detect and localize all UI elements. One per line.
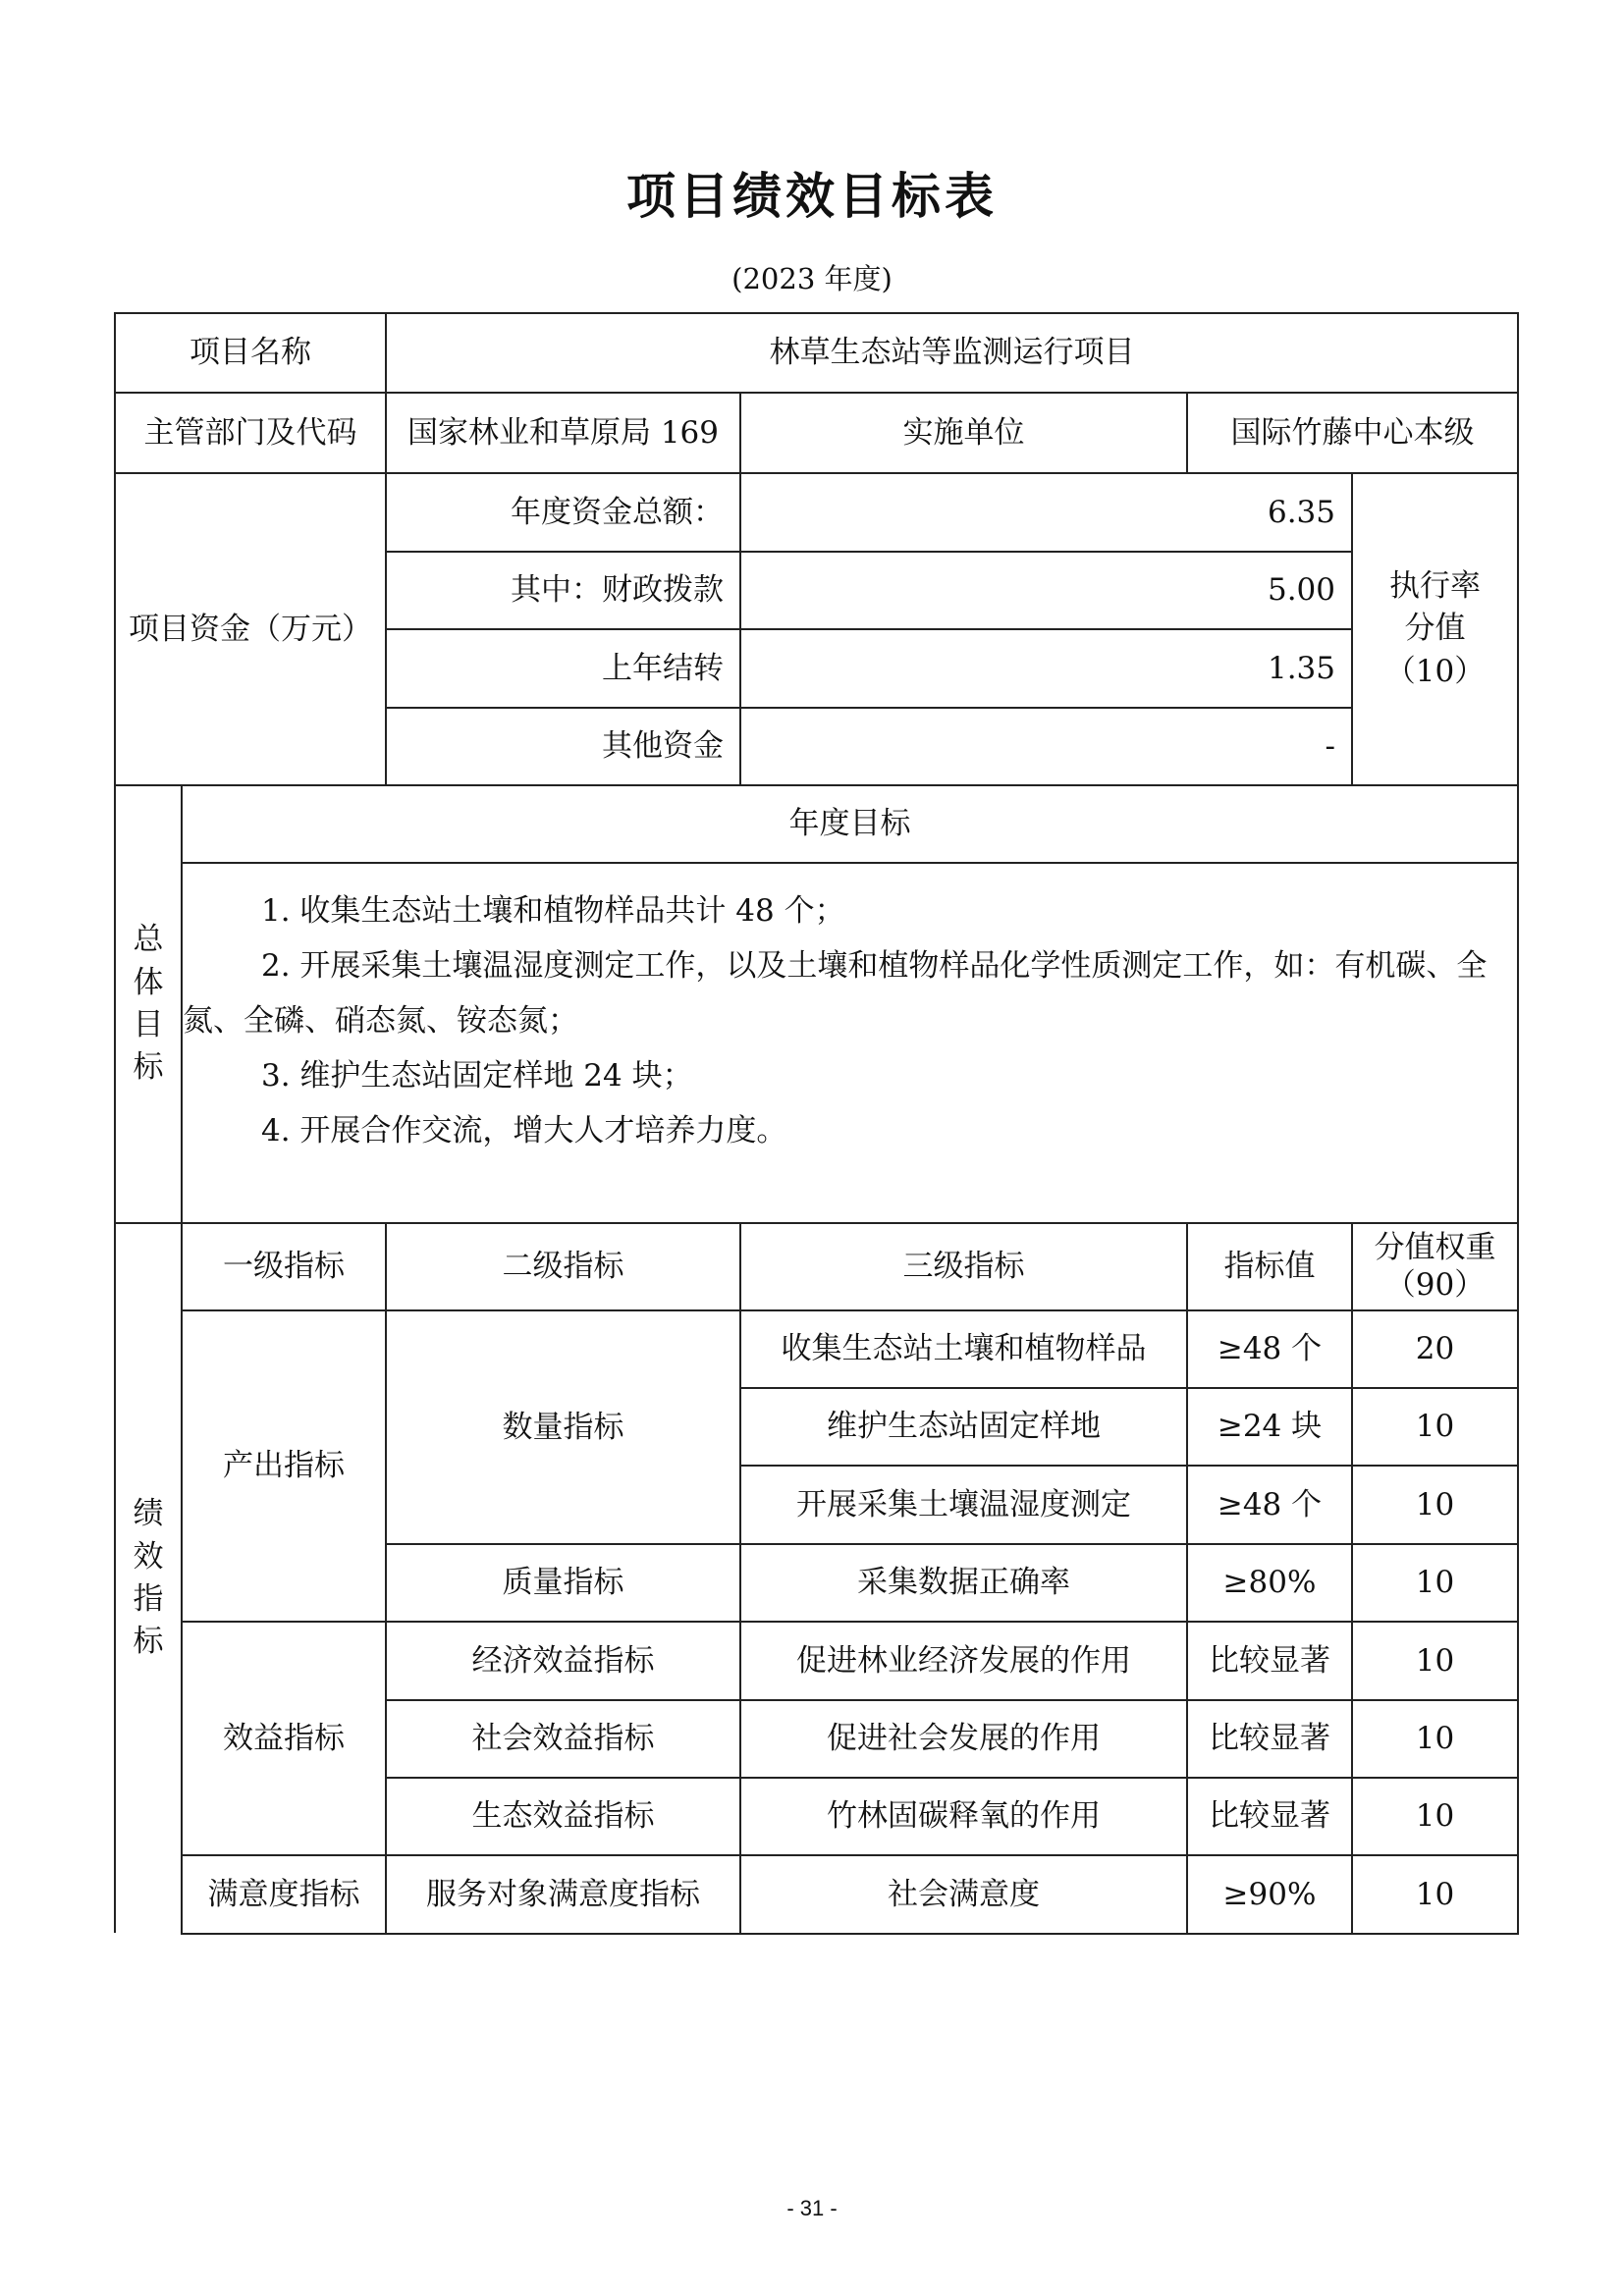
indicator-value: 比较显著 [1209,1721,1330,1757]
indicator-value: ≥48 个 [1217,1331,1323,1367]
execution-rate-label: 执行率 [1389,567,1481,604]
side-char: 效 [133,1538,164,1575]
indicator-weight: 10 [1415,1798,1455,1835]
indicator-level3: 开展采集土壤温湿度测定 [796,1486,1131,1522]
page-subtitle: (2023 年度) [731,262,893,295]
funds-row-label: 其中：财政拨款 [511,572,724,609]
indicator-weight: 10 [1415,1642,1455,1679]
unit-value: 国际竹藤中心本级 [1230,414,1475,451]
indicator-level3: 促进林业经济发展的作用 [796,1642,1131,1679]
header-value: 指标值 [1223,1249,1316,1285]
indicator-value: ≥90% [1222,1876,1317,1912]
subgroup-service: 服务对象满意度指标 [426,1876,700,1912]
subgroup-economic: 经济效益指标 [471,1642,655,1679]
annual-goal-list [183,883,1508,1158]
side-char: 标 [133,1624,164,1660]
execution-rate-score [1353,474,1517,784]
side-char: 总 [133,922,164,958]
indicator-value: ≥80% [1222,1565,1317,1601]
score-label: 分值 [1404,611,1466,647]
page-title: 项目绩效目标表 [626,168,998,225]
dept-label: 主管部门及代码 [143,414,357,451]
indicator-value: 比较显著 [1209,1642,1330,1679]
indicator-weight: 10 [1415,1565,1455,1601]
weight-total: （90） [1384,1266,1486,1303]
funds-row-label: 上年结转 [602,650,724,686]
indicator-value: ≥24 块 [1217,1409,1323,1445]
indicator-weight: 10 [1415,1409,1455,1445]
header-level1: 一级指标 [223,1249,345,1285]
indicator-level3: 采集数据正确率 [857,1565,1070,1601]
indicator-value: ≥48 个 [1217,1486,1323,1522]
goal-item: 2. 开展采集土壤温湿度测定工作，以及土壤和植物样品化学性质测定工作，如：有机碳、全氮、全磷、硝态氮、铵态氮； [183,948,1488,1039]
funds-row-label: 年度资金总额： [511,494,724,530]
annual-goal-header: 年度目标 [788,806,911,842]
side-char: 体 [133,964,164,1000]
indicator-level3: 竹林固碳释氧的作用 [827,1798,1101,1835]
group-output: 产出指标 [223,1448,345,1484]
side-char: 标 [133,1049,164,1086]
indicator-level3: 促进社会发展的作用 [827,1721,1101,1757]
indicator-weight: 10 [1415,1876,1455,1912]
funds-row-value: 6.35 [1267,494,1335,530]
header-level3: 三级指标 [902,1249,1025,1285]
project-name-value: 林草生态站等监测运行项目 [769,335,1135,371]
group-satisfaction: 满意度指标 [207,1876,360,1912]
header-level2: 二级指标 [502,1249,624,1285]
indicator-weight: 10 [1415,1721,1455,1757]
dept-value: 国家林业和草原局 169 [406,414,720,451]
overall-goal-side-label [116,786,181,1222]
weight-label: 分值权重 [1374,1230,1496,1266]
funds-label: 项目资金（万元） [129,611,372,647]
performance-indicator-side-label [116,1224,181,1933]
subgroup-social: 社会效益指标 [471,1721,655,1757]
side-char: 绩 [133,1496,164,1532]
subgroup-ecological: 生态效益指标 [471,1798,655,1835]
project-name-label: 项目名称 [189,335,311,371]
score-value: （10） [1384,653,1486,689]
indicator-level3: 维护生态站固定样地 [827,1409,1101,1445]
goal-item: 3. 维护生态站固定样地 24 块； [261,1058,693,1094]
side-char: 指 [133,1581,164,1617]
goal-item: 4. 开展合作交流，增大人才培养力度。 [261,1113,787,1148]
indicator-weight: 20 [1415,1331,1455,1367]
indicator-value: 比较显著 [1209,1798,1330,1835]
indicator-level3: 社会满意度 [888,1876,1040,1912]
goal-item: 1. 收集生态站土壤和植物样品共计 48 个； [261,893,845,929]
funds-row-value: 1.35 [1267,650,1335,686]
group-benefit: 效益指标 [223,1720,345,1756]
subgroup-quality: 质量指标 [502,1565,624,1601]
header-weight [1353,1224,1517,1309]
side-char: 目 [133,1007,164,1042]
unit-label: 实施单位 [902,414,1025,451]
page-number: - 31 - [786,2196,838,2220]
subgroup-quantity: 数量指标 [502,1409,624,1445]
funds-row-label: 其他资金 [602,728,724,765]
indicator-level3: 收集生态站土壤和植物样品 [781,1331,1147,1367]
indicator-weight: 10 [1415,1486,1455,1522]
funds-row-value: - [1325,728,1335,765]
funds-row-value: 5.00 [1267,572,1335,609]
